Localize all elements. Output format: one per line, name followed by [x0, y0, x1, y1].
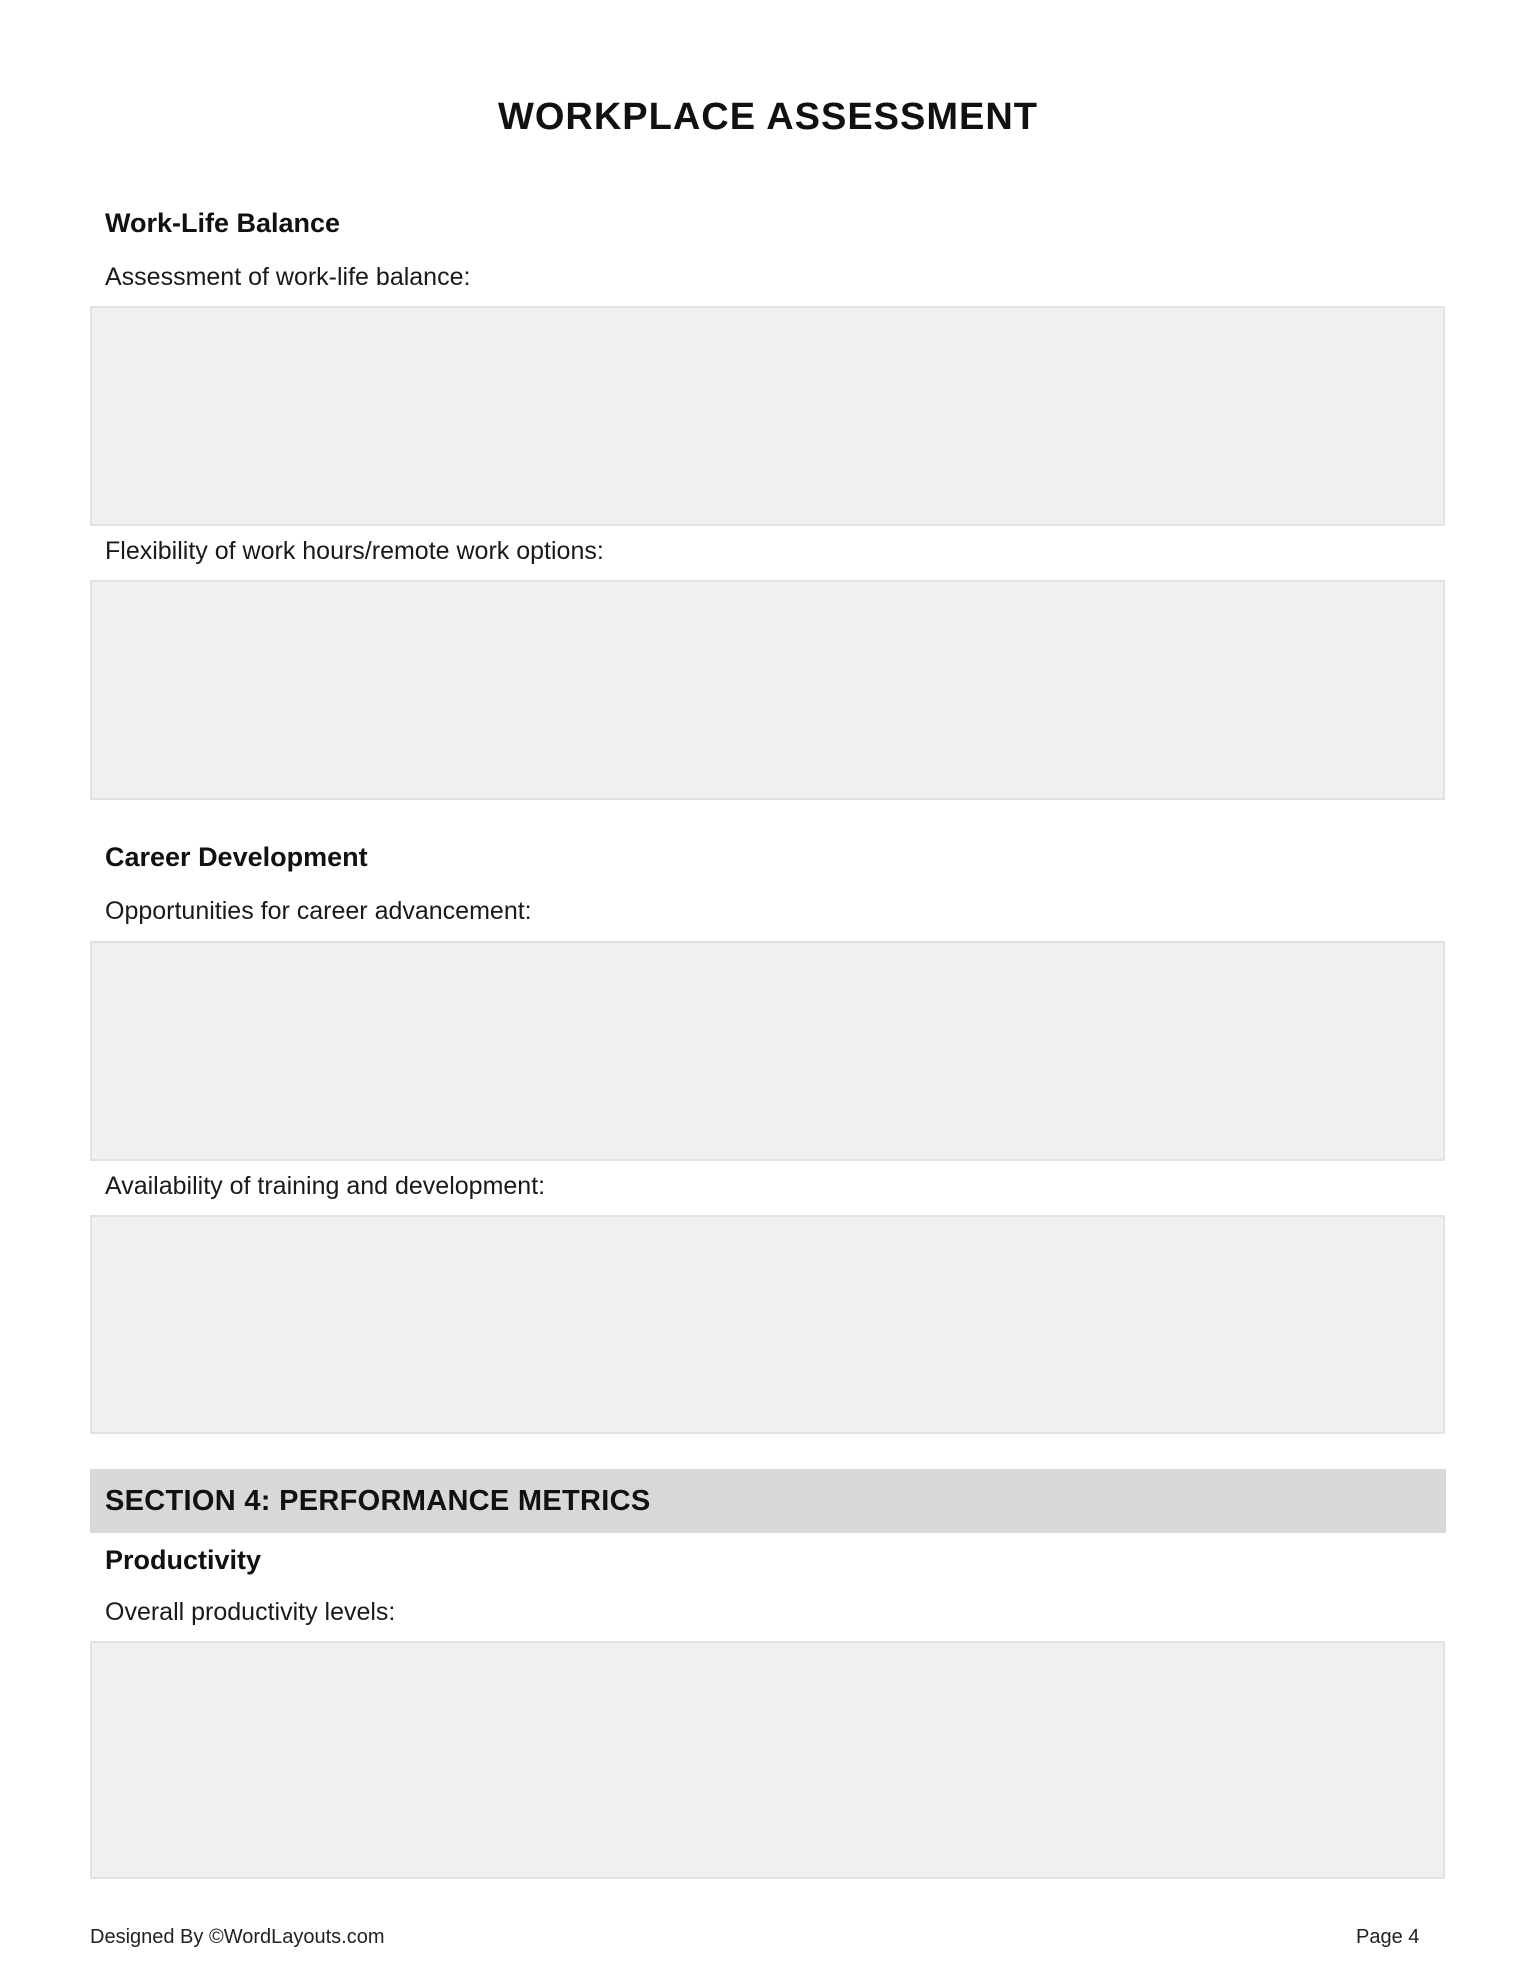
subheading-career-development: Career Development	[105, 842, 368, 872]
subheading-work-life-balance: Work-Life Balance	[105, 208, 341, 238]
field-label-training: Availability of training and development:	[105, 1172, 546, 1200]
text-area-work-life-assessment[interactable]	[90, 306, 1445, 526]
field-label-career-advancement: Opportunities for career advancement:	[105, 897, 532, 925]
footer-credit: Designed By ©WordLayouts.com	[90, 1926, 385, 1948]
page-number: Page 4	[1356, 1926, 1420, 1948]
subheading-productivity: Productivity	[105, 1545, 262, 1575]
document-title: WORKPLACE ASSESSMENT	[497, 96, 1039, 138]
text-area-training[interactable]	[90, 1215, 1445, 1434]
text-area-productivity-levels[interactable]	[90, 1641, 1445, 1879]
field-label-productivity-levels: Overall productivity levels:	[105, 1598, 396, 1626]
text-area-career-advancement[interactable]	[90, 941, 1445, 1161]
section-header-band	[90, 1469, 1446, 1533]
field-label-flexibility: Flexibility of work hours/remote work options:	[105, 537, 604, 565]
text-area-flexibility[interactable]	[90, 580, 1445, 800]
field-label-work-life-assessment: Assessment of work-life balance:	[105, 263, 471, 291]
section-title-performance-metrics: SECTION 4: PERFORMANCE METRICS	[105, 1485, 651, 1517]
